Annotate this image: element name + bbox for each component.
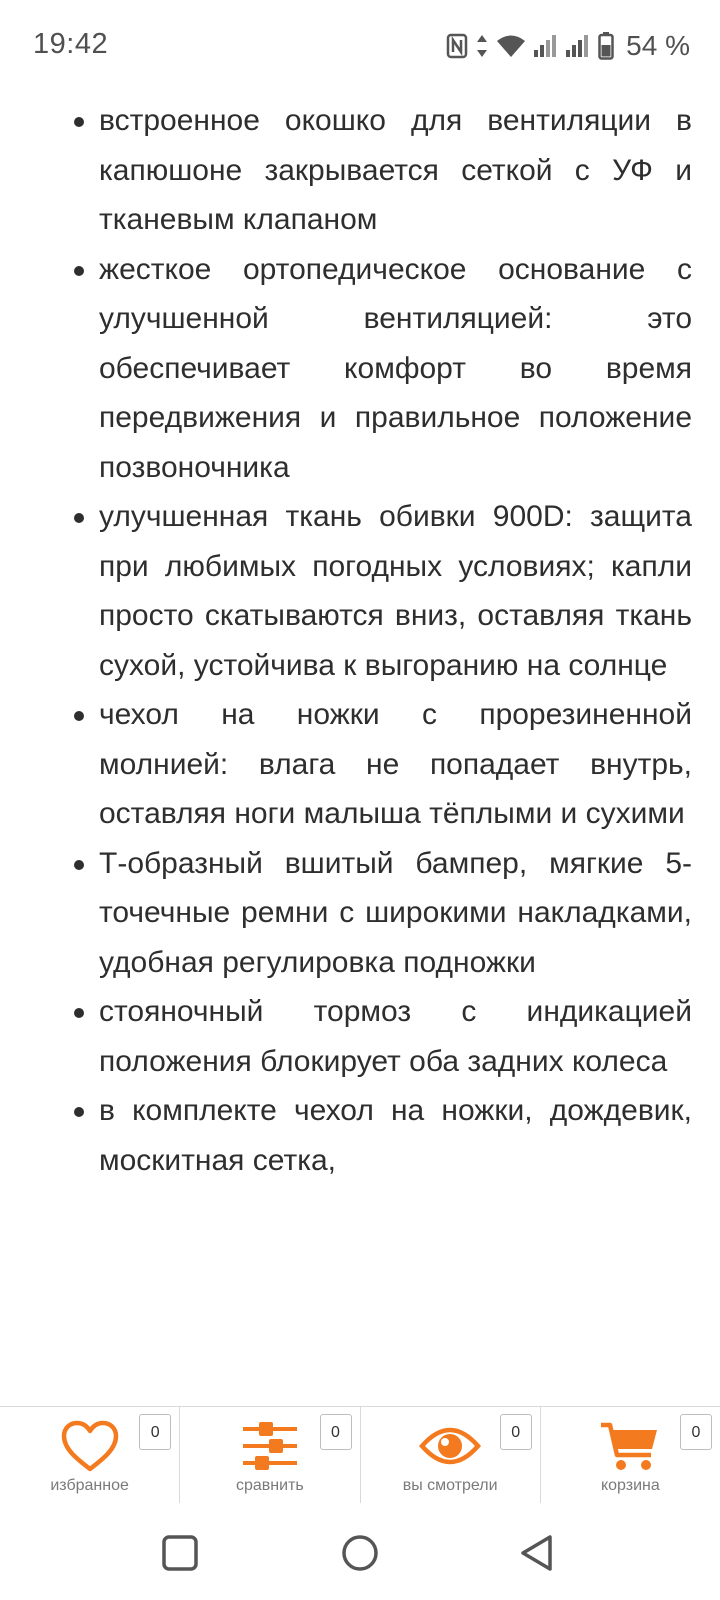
product-description <box>0 96 720 1408</box>
cart-icon <box>599 1419 661 1473</box>
nav-label: вы смотрели <box>402 1477 498 1494</box>
home-icon[interactable] <box>340 1533 380 1573</box>
eye-icon <box>419 1419 481 1473</box>
sliders-icon <box>239 1419 301 1473</box>
nav-compare[interactable] <box>180 1407 360 1503</box>
system-nav-bar <box>0 1503 720 1600</box>
list-item: в комплекте чехол на ножки, дождевик, москитная сетка, <box>99 1086 692 1185</box>
viewed-count: 0 <box>500 1414 532 1450</box>
nav-label: избранное <box>50 1477 129 1494</box>
battery-percent: 54 % <box>626 30 690 61</box>
list-item: стояночный тормоз с индикацией положения блокирует оба задних колеса <box>99 987 692 1086</box>
data-arrows-icon <box>476 33 488 59</box>
nav-favorites[interactable] <box>0 1407 180 1503</box>
nav-viewed[interactable] <box>361 1407 541 1503</box>
compare-count: 0 <box>320 1414 352 1450</box>
status-time: 19:42 <box>33 28 109 60</box>
heart-icon <box>59 1419 121 1473</box>
status-icons <box>446 30 690 62</box>
content-fade <box>0 1386 720 1408</box>
battery-icon <box>598 32 614 60</box>
nav-cart[interactable] <box>541 1407 720 1503</box>
cart-count: 0 <box>680 1414 712 1450</box>
bottom-nav <box>0 1406 720 1504</box>
status-bar <box>0 0 720 96</box>
nfc-icon <box>446 33 468 59</box>
recents-icon[interactable] <box>160 1533 200 1573</box>
list-item: Т-образный вшитый бампер, мягкие 5-точечные ремни с широкими накладками, удобная регулировка подножки <box>99 839 692 988</box>
list-item: чехол на ножки с прорезиненной молнией: влага не попадает внутрь, оставляя ноги малыша тёплыми и сухими <box>99 690 692 839</box>
nav-label: сравнить <box>236 1477 304 1494</box>
signal-icon <box>534 34 558 58</box>
list-item: встроенное окошко для вентиляции в капюшоне закрывается сеткой с УФ и тканевым клапаном <box>99 96 692 245</box>
back-icon[interactable] <box>518 1533 558 1573</box>
feature-list <box>0 96 720 1185</box>
nav-label: корзина <box>600 1477 660 1494</box>
list-item: жесткое ортопедическое основание с улучшенной вентиляцией: это обеспечивает комфорт во время передвижения и правильное положение позвоночника <box>99 245 692 493</box>
list-item: улучшенная ткань обивки 900D: защита при любимых погодных условиях; капли просто скатываются вниз, оставляя ткань сухой, устойчива к выгоранию на солнце <box>99 492 692 690</box>
favorites-count: 0 <box>139 1414 171 1450</box>
wifi-icon <box>496 34 526 58</box>
signal-icon <box>566 34 590 58</box>
